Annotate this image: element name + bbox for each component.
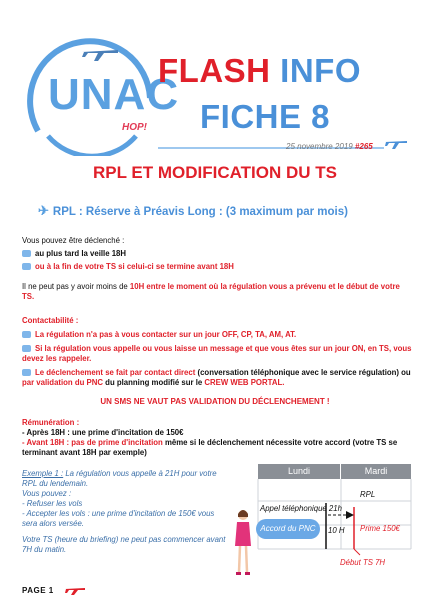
timeline-call: Appel téléphonique 21h — [260, 504, 342, 513]
timeline-hours: 10 H — [328, 526, 345, 535]
declenche-block — [22, 236, 412, 272]
title-flash: FLASH — [158, 52, 271, 89]
day-header-mardi: Mardi — [341, 464, 411, 479]
plane-bullet-icon: ✈ — [38, 203, 49, 218]
example-line-2: Vous pouvez : — [22, 489, 72, 498]
small-plane-icon — [384, 134, 408, 150]
contact-item-2: Si la régulation vous appelle ou vous laisse un message et que vous êtes sur un jour ON, en TS, vous devez les rappeler. — [22, 344, 412, 363]
page-number: PAGE 1 — [22, 586, 54, 595]
plane-bullet-icon — [22, 263, 31, 270]
contact-title: Contactabilité : — [22, 316, 79, 325]
footer-plane-icon — [64, 582, 86, 596]
declenche-item-1: au plus tard la veille 18H — [22, 249, 412, 259]
example-line-3: - Refuser les vols — [22, 499, 83, 508]
date-text: 25 novembre 2019 — [286, 142, 353, 151]
remuneration-line-1: - Après 18H : une prime d'incitation de 150€ — [22, 428, 184, 437]
logo-text: UNAC — [48, 70, 180, 119]
example-line-1: Exemple 1 : La régulation vous appelle à 21H pour votre RPL du lendemain. — [22, 469, 217, 488]
plane-bullet-icon — [22, 331, 31, 338]
issue-number: #265 — [354, 142, 373, 151]
section-rpl-text: RPL : Réserve à Préavis Long : (3 maximum par mois) — [52, 206, 348, 218]
flight-attendant-illustration — [230, 508, 256, 578]
title-info: INFO — [280, 52, 361, 89]
example-line-4: - Accepter les vols : une prime d'incitation de 150€ vous sera alors versée. — [22, 509, 215, 528]
declenche-item-2: ou à la fin de votre TS si celui-ci se termine avant 18H — [22, 262, 412, 272]
day-header-lundi: Lundi — [258, 464, 340, 479]
timeline-rpl: RPL — [360, 490, 376, 499]
remuneration-title: Rémunération : — [22, 418, 80, 427]
remuneration-block — [22, 418, 412, 458]
contact-item-3: Le déclenchement se fait par contact direct (conversation téléphonique avec le service régulation) ou par validation du PNC du planning modifié sur le CREW WEB PORTAL. — [22, 368, 411, 387]
example-block — [22, 469, 228, 555]
main-title: RPL ET MODIFICATION DU TS — [93, 163, 337, 182]
fiche-title: FICHE 8 — [200, 98, 331, 135]
contact-block — [22, 316, 412, 388]
logo-tagline: HOP! — [122, 122, 147, 133]
section-rpl-title — [38, 203, 348, 219]
delay-text: Il ne peut pas y avoir moins de 10H entre le moment où la régulation vous a prévenu et le début de votre TS. — [22, 282, 400, 301]
example-line-5: Votre TS (heure du briefing) ne peut pas commencer avant 7H du matin. — [22, 535, 226, 554]
issue-date — [286, 142, 373, 151]
contact-item-1: La régulation n'a pas à vous contacter sur un jour OFF, CP, TA, AM, AT. — [22, 330, 412, 340]
timeline-debut: Début TS 7H — [340, 558, 386, 567]
airplane-icon — [80, 40, 120, 62]
remuneration-line-2: - Avant 18H : pas de prime d'incitation même si le déclenchement nécessite votre accord (votre TS se terminant avant 18H par exemple) — [22, 438, 398, 457]
accord-badge: Accord du PNC — [256, 519, 320, 539]
declenche-intro: Vous pouvez être déclenché : — [22, 236, 125, 245]
sms-notice: UN SMS NE VAUT PAS VALIDATION DU DÉCLENCHEMENT ! — [100, 397, 330, 406]
flash-info-title — [158, 52, 361, 90]
plane-bullet-icon — [22, 250, 31, 257]
timeline-prime: Prime 150€ — [360, 524, 400, 533]
plane-bullet-icon — [22, 369, 31, 376]
plane-bullet-icon — [22, 345, 31, 352]
